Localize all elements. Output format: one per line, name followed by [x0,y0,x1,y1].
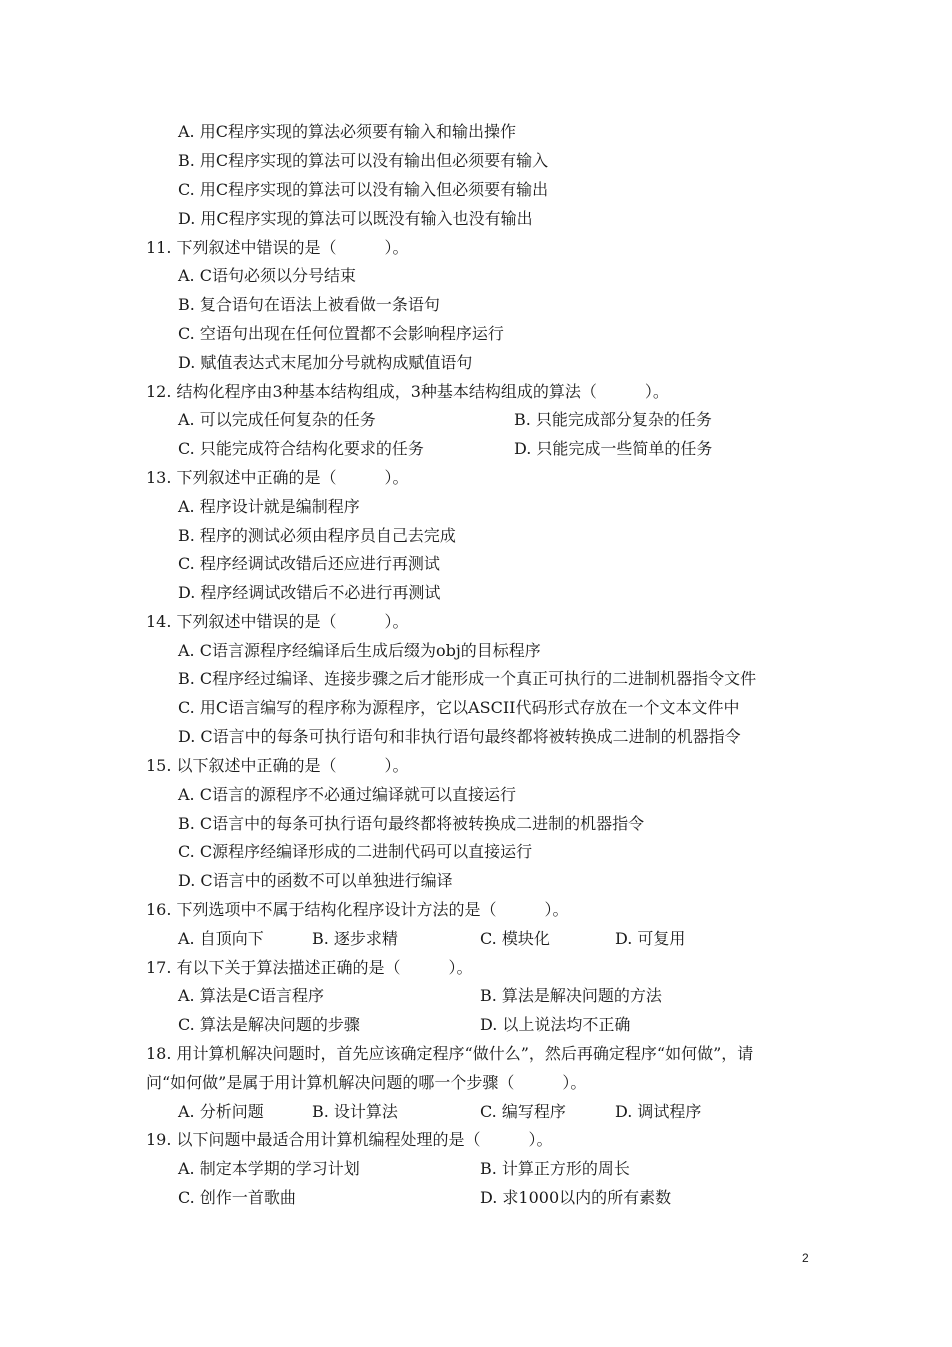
q10-option-b: B. 用C程序实现的算法可以没有输出但必须要有输入 [178,151,549,170]
q18-stem-line1: 18. 用计算机解决问题时，首先应该确定程序“做什么”，然后再确定程序“如何做”，请 [146,1044,754,1063]
q15-option-a: A. C语言的源程序不必通过编译就可以直接运行 [178,785,516,804]
q16-stem: 16. 下列选项中不属于结构化程序设计方法的是（ ）。 [146,900,569,919]
q16-option-c: C. 模块化 [480,929,550,948]
q13-stem: 13. 下列叙述中正确的是（ ）。 [146,468,409,487]
q18-option-a: A. 分析问题 [178,1102,264,1121]
q19-stem: 19. 以下问题中最适合用计算机编程处理的是（ ）。 [146,1130,553,1149]
q18-stem-line2: 问“如何做”是属于用计算机解决问题的哪一个步骤（ ）。 [146,1073,587,1092]
q14-stem: 14. 下列叙述中错误的是（ ）。 [146,612,409,631]
q12-option-c: C. 只能完成符合结构化要求的任务 [178,439,424,458]
q17-option-b: B. 算法是解决问题的方法 [480,986,662,1005]
q19-option-d: D. 求1000以内的所有素数 [480,1188,672,1207]
q17-stem: 17. 有以下关于算法描述正确的是（ ）。 [146,958,473,977]
q16-option-d: D. 可复用 [615,929,686,948]
q10-option-c: C. 用C程序实现的算法可以没有输入但必须要有输出 [178,180,549,199]
q15-option-d: D. C语言中的函数不可以单独进行编译 [178,871,453,890]
q12-option-b: B. 只能完成部分复杂的任务 [514,410,712,429]
q13-option-d: D. 程序经调试改错后不必进行再测试 [178,583,441,602]
q11-option-a: A. C语句必须以分号结束 [178,266,356,285]
q13-option-b: B. 程序的测试必须由程序员自己去完成 [178,526,456,545]
q11-option-c: C. 空语句出现在任何位置都不会影响程序运行 [178,324,504,343]
q17-option-d: D. 以上说法均不正确 [480,1015,631,1034]
q16-option-b: B. 逐步求精 [312,929,398,948]
q15-stem: 15. 以下叙述中正确的是（ ）。 [146,756,409,775]
q11-option-d: D. 赋值表达式末尾加分号就构成赋值语句 [178,353,473,372]
q10-option-d: D. 用C程序实现的算法可以既没有输入也没有输出 [178,209,533,228]
q12-option-a: A. 可以完成任何复杂的任务 [178,410,376,429]
q13-option-c: C. 程序经调试改错后还应进行再测试 [178,554,440,573]
q19-option-c: C. 创作一首歌曲 [178,1188,296,1207]
page-number: 2 [802,1251,809,1265]
q19-option-a: A. 制定本学期的学习计划 [178,1159,360,1178]
q16-option-a: A. 自顶向下 [178,929,264,948]
q14-option-b: B. C程序经过编译、连接步骤之后才能形成一个真正可执行的二进制机器指令文件 [178,669,757,688]
q11-stem: 11. 下列叙述中错误的是（ ）。 [146,238,409,257]
q18-option-d: D. 调试程序 [615,1102,702,1121]
q10-option-a: A. 用C程序实现的算法必须要有输入和输出操作 [178,122,516,141]
q17-option-a: A. 算法是C语言程序 [178,986,324,1005]
q14-option-a: A. C语言源程序经编译后生成后缀为obj的目标程序 [178,641,541,660]
q18-option-c: C. 编写程序 [480,1102,566,1121]
q12-option-d: D. 只能完成一些简单的任务 [514,439,713,458]
q19-option-b: B. 计算正方形的周长 [480,1159,630,1178]
q11-option-b: B. 复合语句在语法上被看做一条语句 [178,295,440,314]
q15-option-c: C. C源程序经编译形成的二进制代码可以直接运行 [178,842,533,861]
q17-option-c: C. 算法是解决问题的步骤 [178,1015,360,1034]
q12-stem: 12. 结构化程序由3种基本结构组成，3种基本结构组成的算法（ ）。 [146,382,669,401]
q14-option-d: D. C语言中的每条可执行语句和非执行语句最终都将被转换成二进制的机器指令 [178,727,741,746]
q18-option-b: B. 设计算法 [312,1102,398,1121]
q15-option-b: B. C语言中的每条可执行语句最终都将被转换成二进制的机器指令 [178,814,645,833]
q14-option-c: C. 用C语言编写的程序称为源程序，它以ASCII代码形式存放在一个文本文件中 [178,698,740,717]
q13-option-a: A. 程序设计就是编制程序 [178,497,360,516]
